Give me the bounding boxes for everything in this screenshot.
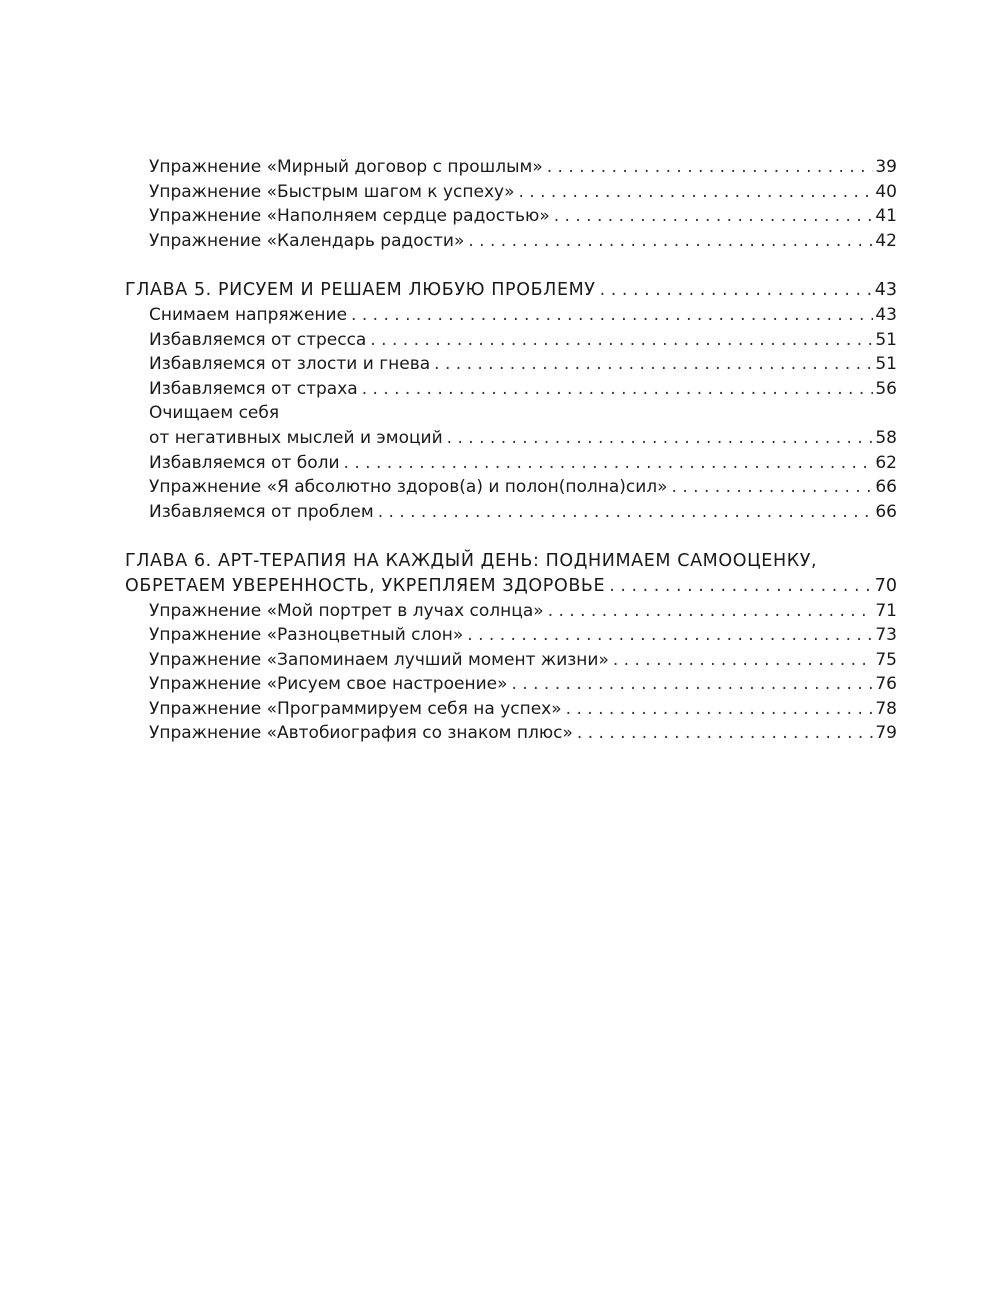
toc-entry[interactable]: [125, 204, 897, 229]
toc-entry[interactable]: [125, 303, 897, 328]
toc-leader-dots: [613, 648, 874, 673]
toc-entry-page: 66: [875, 501, 897, 522]
toc-entry-title: Упражнение «Разноцветный слон»: [149, 625, 464, 646]
toc-entry-title: Упражнение «Рисуем свое настроение»: [149, 674, 508, 695]
toc-entry-page: 42: [875, 230, 897, 251]
toc-entry[interactable]: [125, 623, 897, 648]
toc-entry-page: 56: [875, 378, 897, 399]
toc-entry-title: Упражнение «Программируем себя на успех»: [149, 698, 562, 719]
toc-entry-title: Избавляемся от злости и гнева: [149, 354, 431, 375]
toc-entry[interactable]: [125, 672, 897, 697]
toc-entry[interactable]: [125, 180, 897, 205]
toc-entry-title: Упражнение «Наполняем сердце радостью»: [149, 206, 550, 227]
toc-leader-dots: [362, 377, 874, 402]
toc-leader-dots: [467, 623, 873, 648]
toc-entry-page: 40: [875, 181, 897, 202]
toc-entry-title: Избавляемся от боли: [149, 452, 340, 473]
toc-entry-title: Упражнение «Календарь радости»: [149, 230, 465, 251]
toc-leader-dots: [518, 180, 873, 205]
toc-leader-dots: [370, 328, 873, 353]
toc-entry[interactable]: [125, 155, 897, 180]
toc-entry[interactable]: [125, 229, 897, 254]
toc-leader-dots: [672, 475, 874, 500]
toc-entry[interactable]: [125, 475, 897, 500]
toc-chapter-heading-line[interactable]: [125, 549, 897, 574]
toc-leader-dots: [600, 278, 873, 303]
toc-entry[interactable]: [125, 377, 897, 402]
toc-entry-title: Снимаем напряжение: [149, 304, 348, 325]
toc-entry[interactable]: [125, 451, 897, 476]
toc-entry-title: Упражнение «Мой портрет в лучах солнца»: [149, 600, 544, 621]
toc-entry-page: 66: [875, 477, 897, 498]
toc-entry[interactable]: [125, 697, 897, 722]
toc-entry[interactable]: [125, 721, 897, 746]
toc-entry-title: Упражнение «Мирный договор с прошлым»: [149, 157, 543, 177]
toc-chapter-6: [125, 549, 897, 746]
toc-leader-dots: [547, 155, 874, 180]
toc-entry-page: 58: [875, 427, 897, 448]
toc-entry-page: 39: [875, 157, 897, 177]
toc-chapter-page: 70: [874, 575, 897, 596]
toc-leader-dots: [378, 500, 874, 525]
toc-entry[interactable]: [125, 500, 897, 525]
toc-entry[interactable]: [125, 648, 897, 673]
toc-entry-title: Упражнение «Быстрым шагом к успеху»: [149, 181, 515, 202]
toc-leader-dots: [511, 672, 873, 697]
toc-entry-page: 71: [875, 600, 897, 621]
toc-entry-page: 51: [875, 354, 897, 375]
toc-leader-dots: [344, 451, 874, 476]
toc-leader-dots: [577, 721, 873, 746]
toc-chapter-title: ГЛАВА 6. АРТ-ТЕРАПИЯ НА КАЖДЫЙ ДЕНЬ: ПОДНИМАЕМ САМООЦЕНКУ,: [125, 551, 818, 572]
toc-chapter-title: ОБРЕТАЕМ УВЕРЕННОСТЬ, УКРЕПЛЯЕМ ЗДОРОВЬЕ: [125, 575, 606, 596]
toc-entry-title: Избавляемся от стресса: [149, 329, 367, 350]
toc-entry-page: 41: [875, 206, 897, 227]
toc-entry[interactable]: [125, 426, 897, 451]
toc-entry[interactable]: [125, 328, 897, 353]
toc-entry-title: Очищаем себя: [149, 403, 280, 424]
toc-leader-dots: [468, 229, 873, 254]
toc-entry-title-line[interactable]: [125, 401, 897, 426]
toc-entry-page: 73: [875, 625, 897, 646]
toc-entry-title: от негативных мыслей и эмоций: [149, 427, 443, 448]
toc-leader-dots: [434, 352, 873, 377]
toc-leader-dots: [609, 574, 873, 599]
toc-chapter-heading[interactable]: [125, 278, 897, 303]
toc-entry-title: Избавляемся от страха: [149, 378, 358, 399]
toc-entry-page: 76: [875, 674, 897, 695]
toc-chapter-5: [125, 278, 897, 524]
table-of-contents: [125, 155, 897, 771]
toc-entry-page: 43: [875, 304, 897, 325]
toc-entry[interactable]: [125, 599, 897, 624]
toc-chapter-heading[interactable]: [125, 574, 897, 599]
toc-entry-page: 75: [875, 649, 897, 670]
toc-leader-dots: [351, 303, 873, 328]
toc-leader-dots: [554, 204, 874, 229]
toc-entry-title: Упражнение «Автобиография со знаком плюс»: [149, 723, 573, 744]
toc-entry-page: 62: [875, 452, 897, 473]
toc-chapter-title: ГЛАВА 5. РИСУЕМ И РЕШАЕМ ЛЮБУЮ ПРОБЛЕМУ: [125, 280, 596, 301]
toc-leader-dots: [548, 599, 874, 624]
toc-entry-title: Упражнение «Запоминаем лучший момент жизни»: [149, 649, 609, 670]
toc-chapter-page: 43: [874, 280, 897, 301]
toc-entry[interactable]: [125, 352, 897, 377]
toc-leader-dots: [447, 426, 874, 451]
toc-entry-page: 79: [875, 723, 897, 744]
toc-entry-page: 78: [875, 698, 897, 719]
toc-entry-title: Упражнение «Я абсолютно здоров(а) и полон(полна)сил»: [149, 477, 668, 498]
toc-leader-dots: [566, 697, 874, 722]
toc-entry-page: 51: [875, 329, 897, 350]
toc-entry-title: Избавляемся от проблем: [149, 501, 374, 522]
toc-section-exercises: [125, 155, 897, 253]
